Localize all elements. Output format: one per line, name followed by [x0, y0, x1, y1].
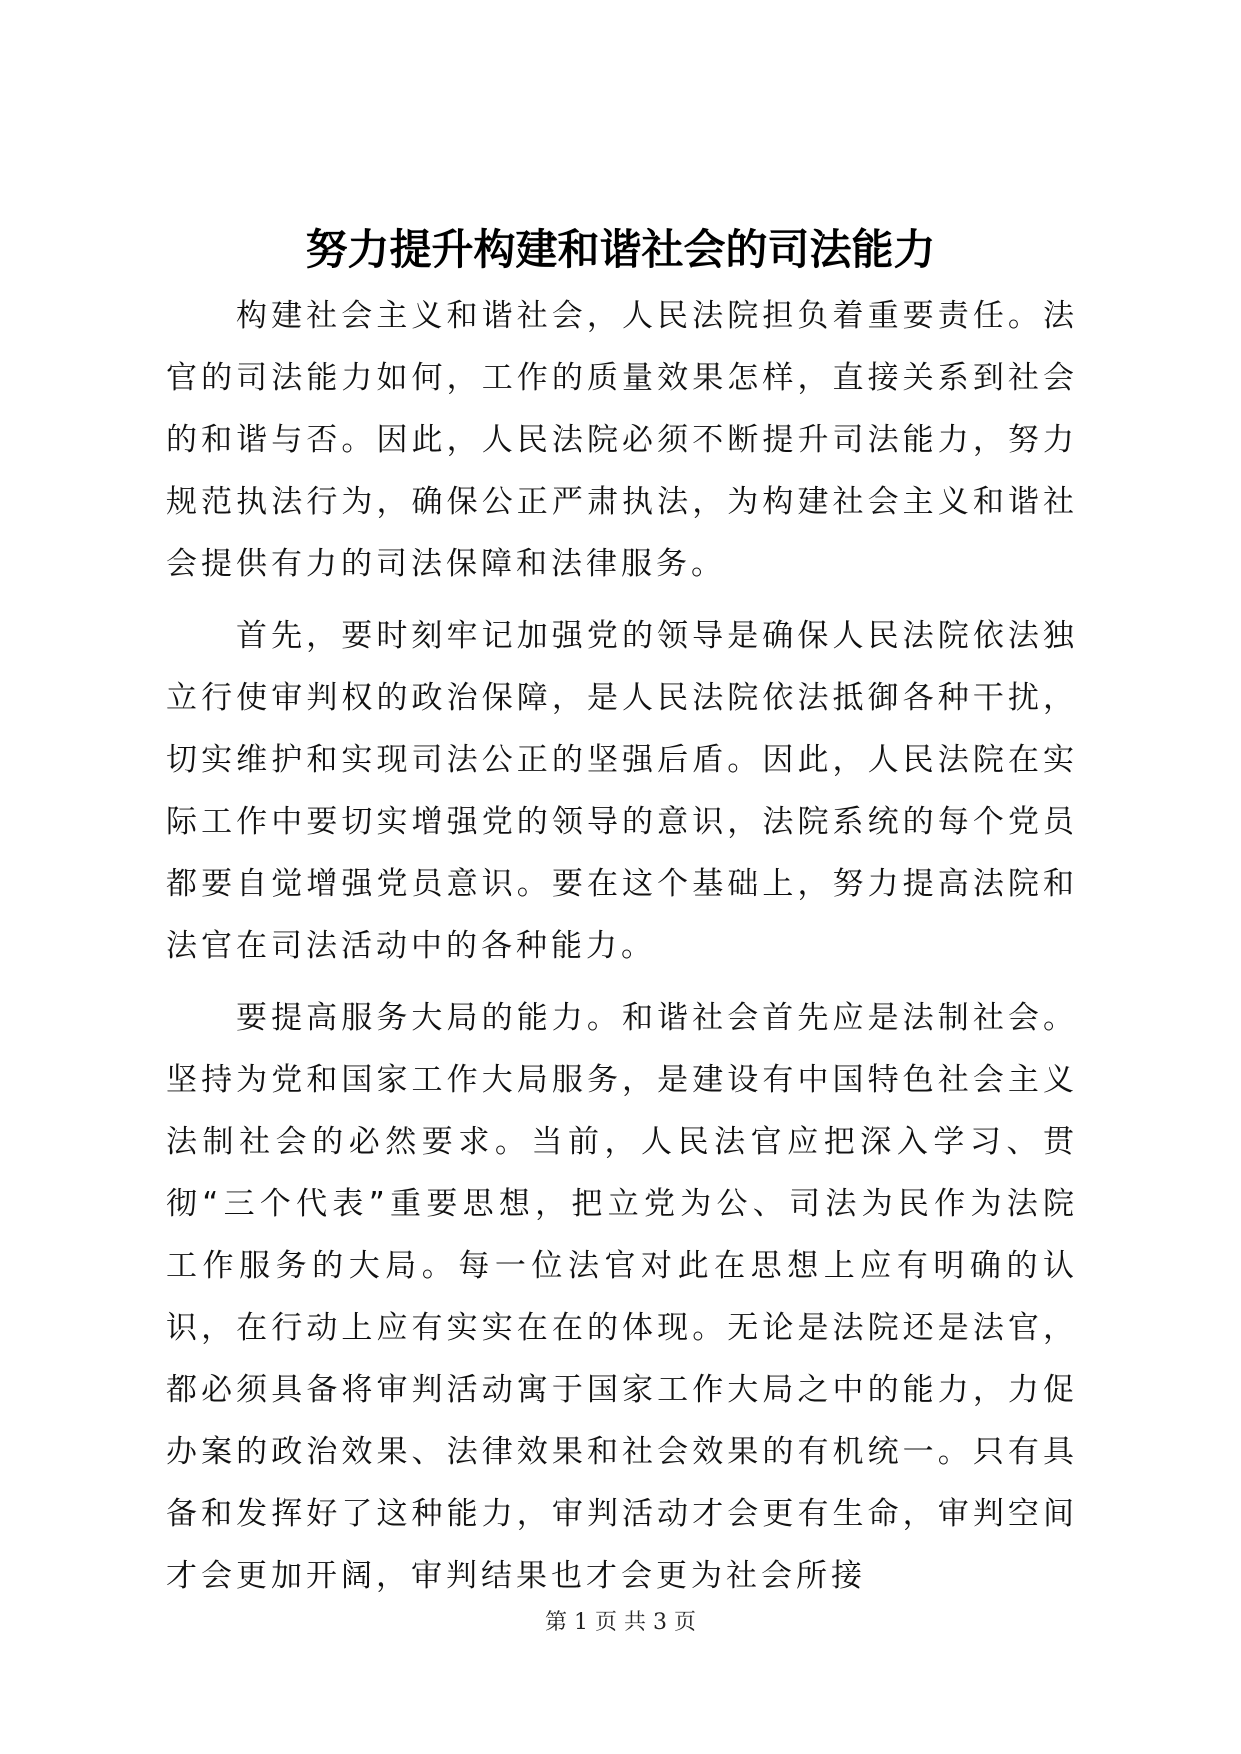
- document-body: [166, 285, 1078, 1617]
- paragraph-3: 要提高服务大局的能力。和谐社会首先应是法制社会。坚持为党和国家工作大局服务，是建设有中国特色社会主义法制社会的必然要求。当前，人民法官应把深入学习、贯彻“三个代表”重要思想，把立党为公、司法为民作为法院工作服务的大局。每一位法官对此在思想上应有明确的认识，在行动上应有实实在在的体现。无论是法院还是法官，都必须具备将审判活动寓于国家工作大局之中的能力，力促办案的政治效果、法律效果和社会效果的有机统一。只有具备和发挥好了这种能力，审判活动才会更有生命，审判空间才会更加开阔，审判结果也才会更为社会所接: [166, 1000, 1078, 1594]
- paragraph-1: 构建社会主义和谐社会，人民法院担负着重要责任。法官的司法能力如何，工作的质量效果怎样，直接关系到社会的和谐与否。因此，人民法院必须不断提升司法能力，努力规范执法行为，确保公正严肃执法，为构建社会主义和谐社会提供有力的司法保障和法律服务。: [166, 298, 1078, 582]
- document-title: 努力提升构建和谐社会的司法能力: [305, 225, 936, 274]
- page-footer: 第 1 页 共 3 页: [545, 1610, 696, 1635]
- paragraph-2: 首先，要时刻牢记加强党的领导是确保人民法院依法独立行使审判权的政治保障，是人民法院依法抵御各种干扰，切实维护和实现司法公正的坚强后盾。因此，人民法院在实际工作中要切实增强党的领导的意识，法院系统的每个党员都要自觉增强党员意识。要在这个基础上，努力提高法院和法官在司法活动中的各种能力。: [166, 618, 1078, 964]
